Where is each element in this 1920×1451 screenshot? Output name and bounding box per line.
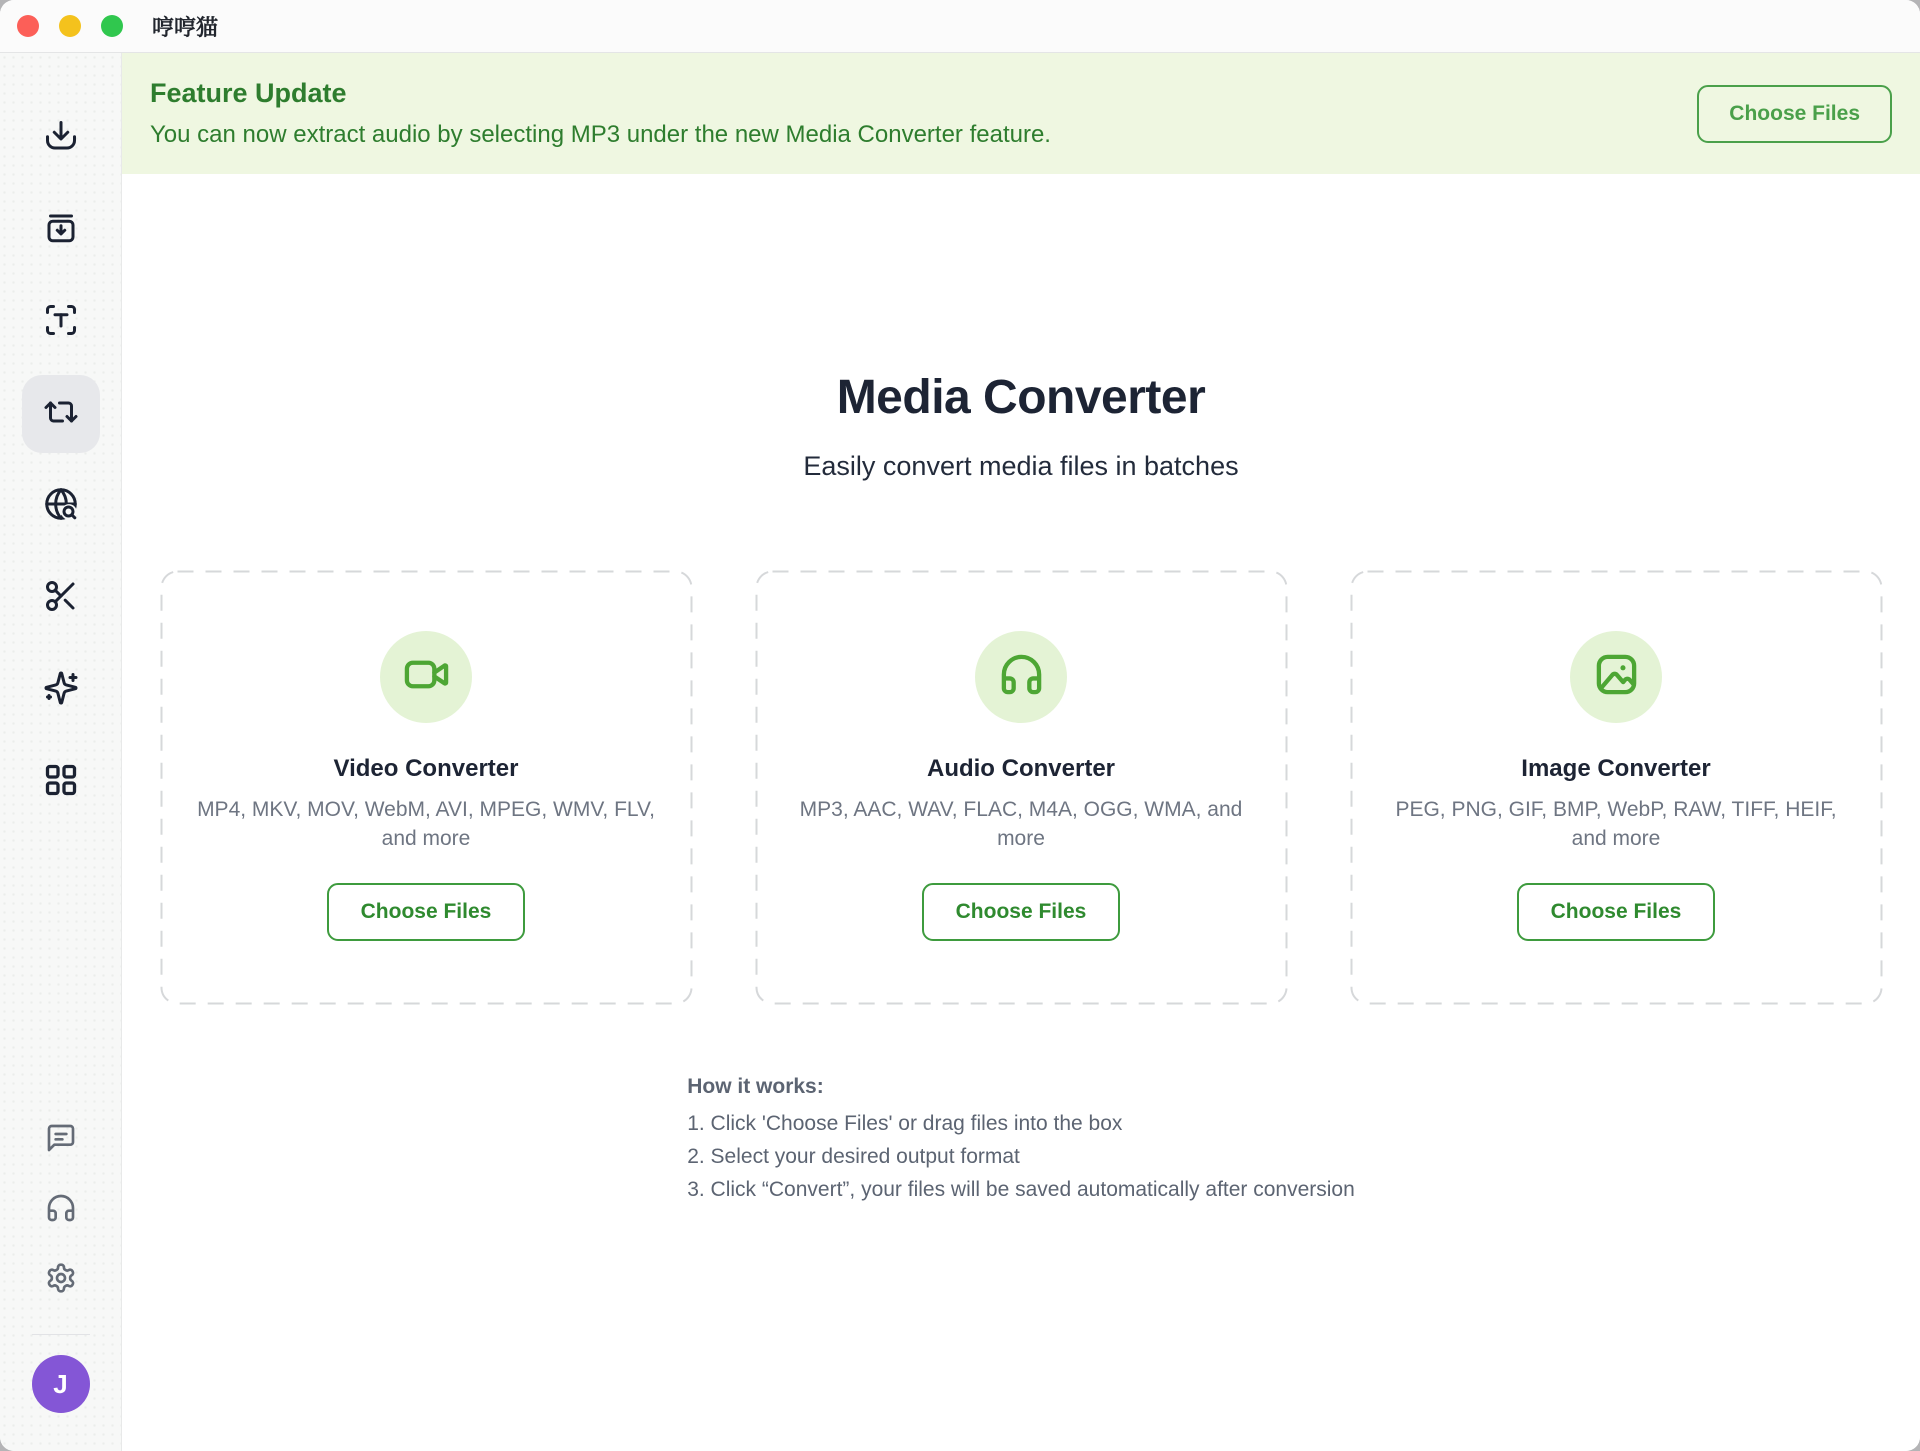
video-converter-card[interactable] bbox=[160, 570, 693, 1005]
how-step-1: 1. Click 'Choose Files' or drag files into the box bbox=[687, 1112, 1123, 1135]
sidebar-item-web-search[interactable] bbox=[22, 467, 100, 545]
image-choose-files-button[interactable]: Choose Files bbox=[1517, 883, 1716, 941]
how-step-3: 3. Click “Convert”, your files will be saved automatically after conversion bbox=[687, 1178, 1355, 1201]
close-window-button[interactable] bbox=[17, 15, 39, 37]
message-icon bbox=[45, 1122, 77, 1159]
sidebar-divider bbox=[32, 1334, 90, 1335]
card-title: Video Converter bbox=[333, 755, 519, 782]
card-title: Audio Converter bbox=[926, 755, 1115, 782]
banner-choose-files-button[interactable]: Choose Files bbox=[1697, 85, 1892, 143]
video-icon-circle bbox=[380, 631, 472, 723]
gear-icon bbox=[45, 1262, 77, 1299]
sidebar-item-download[interactable] bbox=[22, 99, 100, 177]
video-camera-icon bbox=[403, 651, 450, 703]
main-content bbox=[122, 53, 1920, 1451]
audio-icon-circle bbox=[975, 631, 1067, 723]
globe-search-icon bbox=[43, 486, 79, 527]
hero bbox=[122, 370, 1920, 482]
image-icon-circle bbox=[1570, 631, 1662, 723]
card-formats: MP4, MKV, MOV, WebM, AVI, MPEG, WMV, FLV, and more bbox=[197, 798, 655, 850]
scan-text-icon bbox=[43, 302, 79, 343]
image-converter-card[interactable] bbox=[1350, 570, 1883, 1005]
card-formats: MP3, AAC, WAV, FLAC, M4A, OGG, WMA, and more bbox=[799, 798, 1243, 850]
grid-icon bbox=[43, 762, 79, 803]
download-icon bbox=[43, 118, 79, 159]
app-title: 哼哼猫 bbox=[152, 14, 219, 40]
repeat-icon bbox=[43, 394, 79, 435]
banner-message: You can now extract audio by selecting MP3 under the new Media Converter feature. bbox=[150, 121, 1051, 149]
sidebar-item-ai-tools[interactable] bbox=[22, 651, 100, 729]
banner-title: Feature Update bbox=[150, 77, 347, 108]
sidebar-item-support[interactable] bbox=[33, 1182, 89, 1238]
card-title: Image Converter bbox=[1521, 755, 1711, 782]
sidebar-item-clip[interactable] bbox=[22, 559, 100, 637]
page-subtitle: Easily convert media files in batches bbox=[803, 451, 1239, 481]
image-icon bbox=[1593, 651, 1640, 703]
titlebar bbox=[0, 0, 1920, 53]
headphones-icon bbox=[998, 651, 1045, 703]
sidebar-item-text-scan[interactable] bbox=[22, 283, 100, 361]
how-it-works-title: How it works: bbox=[687, 1075, 824, 1098]
avatar[interactable]: J bbox=[32, 1355, 90, 1413]
sidebar-item-apps[interactable] bbox=[22, 743, 100, 821]
sidebar-item-feedback[interactable] bbox=[33, 1112, 89, 1168]
video-choose-files-button[interactable]: Choose Files bbox=[327, 883, 526, 941]
traffic-lights bbox=[17, 15, 123, 37]
zoom-window-button[interactable] bbox=[101, 15, 123, 37]
sidebar bbox=[0, 53, 122, 1451]
audio-choose-files-button[interactable]: Choose Files bbox=[922, 883, 1121, 941]
headset-icon bbox=[45, 1192, 77, 1229]
audio-converter-card[interactable] bbox=[755, 570, 1288, 1005]
card-formats: PEG, PNG, GIF, BMP, WebP, RAW, TIFF, HEIF, and more bbox=[1395, 798, 1837, 850]
feature-update-banner bbox=[122, 53, 1920, 174]
sidebar-item-batch-download[interactable] bbox=[22, 191, 100, 269]
page-title: Media Converter bbox=[836, 371, 1206, 424]
scissors-icon bbox=[43, 578, 79, 619]
archive-download-icon bbox=[43, 210, 79, 251]
sparkles-icon bbox=[43, 670, 79, 711]
sidebar-item-settings[interactable] bbox=[33, 1252, 89, 1308]
how-it-works bbox=[687, 1075, 1355, 1206]
converter-cards bbox=[122, 570, 1920, 1005]
how-step-2: 2. Select your desired output format bbox=[687, 1145, 1020, 1168]
minimize-window-button[interactable] bbox=[59, 15, 81, 37]
sidebar-item-media-converter[interactable] bbox=[22, 375, 100, 453]
